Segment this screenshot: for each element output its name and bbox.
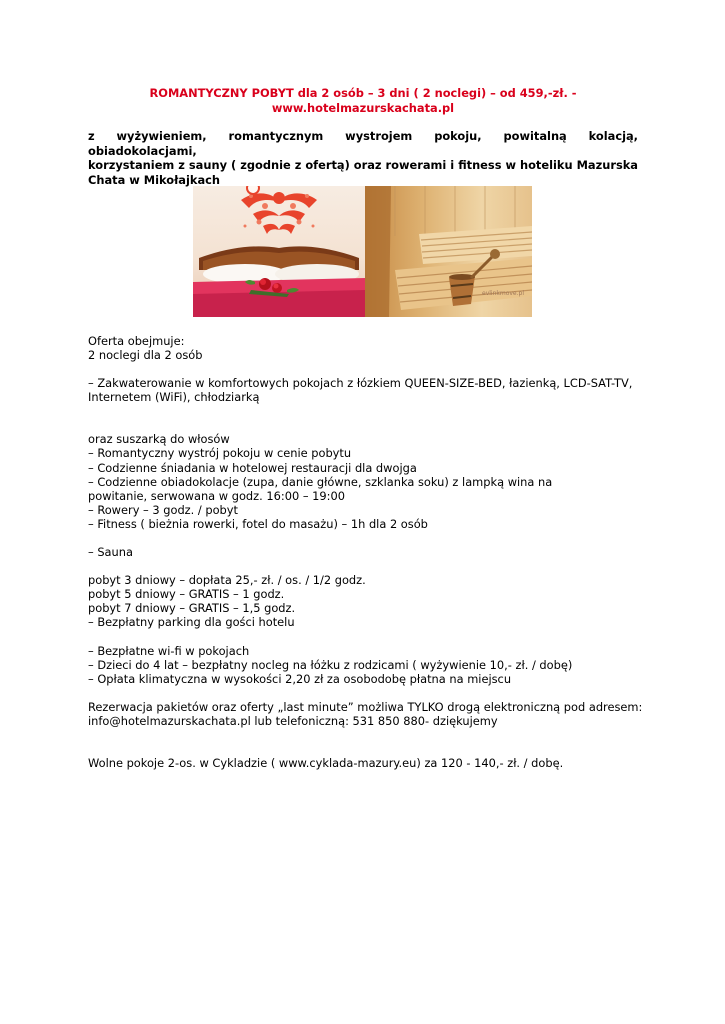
sauna-photo <box>365 186 532 317</box>
offer-decor: – Romantyczny wystrój pokoju w cenie pobytu <box>88 446 352 461</box>
offer-stay-7-days: pobyt 7 dniowy – GRATIS – 1,5 godz. <box>88 601 296 616</box>
sauna-photo-watermark: evlinkmove.pl <box>482 290 524 297</box>
offer-wifi: – Bezpłatne wi-fi w pokojach <box>88 643 250 658</box>
offer-title-website: www.hotelmazurskachata.pl <box>271 100 455 115</box>
reservation-line-1: Rezerwacja pakietów oraz oferty „last minute” możliwa TYLKO drogą elektroniczną pod adresem: <box>88 699 643 714</box>
offer-stay-3-days: pobyt 3 dniowy – dopłata 25,- zł. / os. / 1/2 godz. <box>88 573 366 588</box>
offer-accommodation-line-1: – Zakwaterowanie w komfortowych pokojach z łózkiem QUEEN-SIZE-BED, łazienką, LCD-SAT-TV, <box>88 376 633 391</box>
free-rooms-note: Wolne pokoje 2-os. w Cykladzie ( www.cyklada-mazury.eu) za 120 - 140,- zł. / dobę. <box>88 755 564 770</box>
offer-details <box>88 334 648 770</box>
intro-line-2: korzystaniem z sauny ( zgodnie z ofertą) oraz rowerami i fitness w hoteliku Mazurska <box>88 158 638 172</box>
offer-dinner-line-1: – Codzienne obiadokolacje (zupa, danie główne, szklanka soku) z lampką wina na <box>88 474 553 489</box>
photo-strip <box>193 186 532 317</box>
offer-heading: Oferta obejmuje: <box>88 334 185 348</box>
offer-dinner-line-2: powitanie, serwowana w godz. 16:00 – 19:00 <box>88 488 345 503</box>
offer-stay-5-days: pobyt 5 dniowy – GRATIS – 1 godz. <box>88 587 285 602</box>
intro-line-1: z wyżywieniem, romantycznym wystrojem pokoju, powitalną kolacją, obiadokolacjami, <box>88 129 638 158</box>
offer-hairdryer: oraz suszarką do włosów <box>88 432 230 447</box>
offer-children: – Dzieci do 4 lat – bezpłatny nocleg na łóżku z rodzicami ( wyżywienie 10,- zł. / dobę) <box>88 657 573 672</box>
offer-intro <box>88 129 638 187</box>
offer-sauna: – Sauna <box>88 545 133 560</box>
offer-climate-fee: – Opłata klimatyczna w wysokości 2,20 zł za osobodobę płatna na miejscu <box>88 671 512 686</box>
intro-line-3: Chata w Mikołajkach <box>88 172 221 187</box>
offer-title-line-1: ROMANTYCZNY POBYT dla 2 osób – 3 dni ( 2 noclegi) – od 459,-zł. - <box>149 86 577 100</box>
reservation-contact: info@hotelmazurskachata.pl lub telefoniczną: 531 850 880- dziękujemy <box>88 713 498 728</box>
offer-accommodation-line-2: Internetem (WiFi), chłodziarką <box>88 390 260 405</box>
romantic-bedroom-photo <box>193 186 365 317</box>
offer-nights: 2 noclegi dla 2 osób <box>88 348 203 363</box>
offer-title <box>88 86 638 115</box>
offer-parking: – Bezpłatny parking dla gości hotelu <box>88 615 295 630</box>
offer-bikes: – Rowery – 3 godz. / pobyt <box>88 502 238 517</box>
offer-fitness: – Fitness ( bieżnia rowerki, fotel do masażu) – 1h dla 2 osób <box>88 516 428 531</box>
offer-breakfast: – Codzienne śniadania w hotelowej restauracji dla dwojga <box>88 460 417 475</box>
